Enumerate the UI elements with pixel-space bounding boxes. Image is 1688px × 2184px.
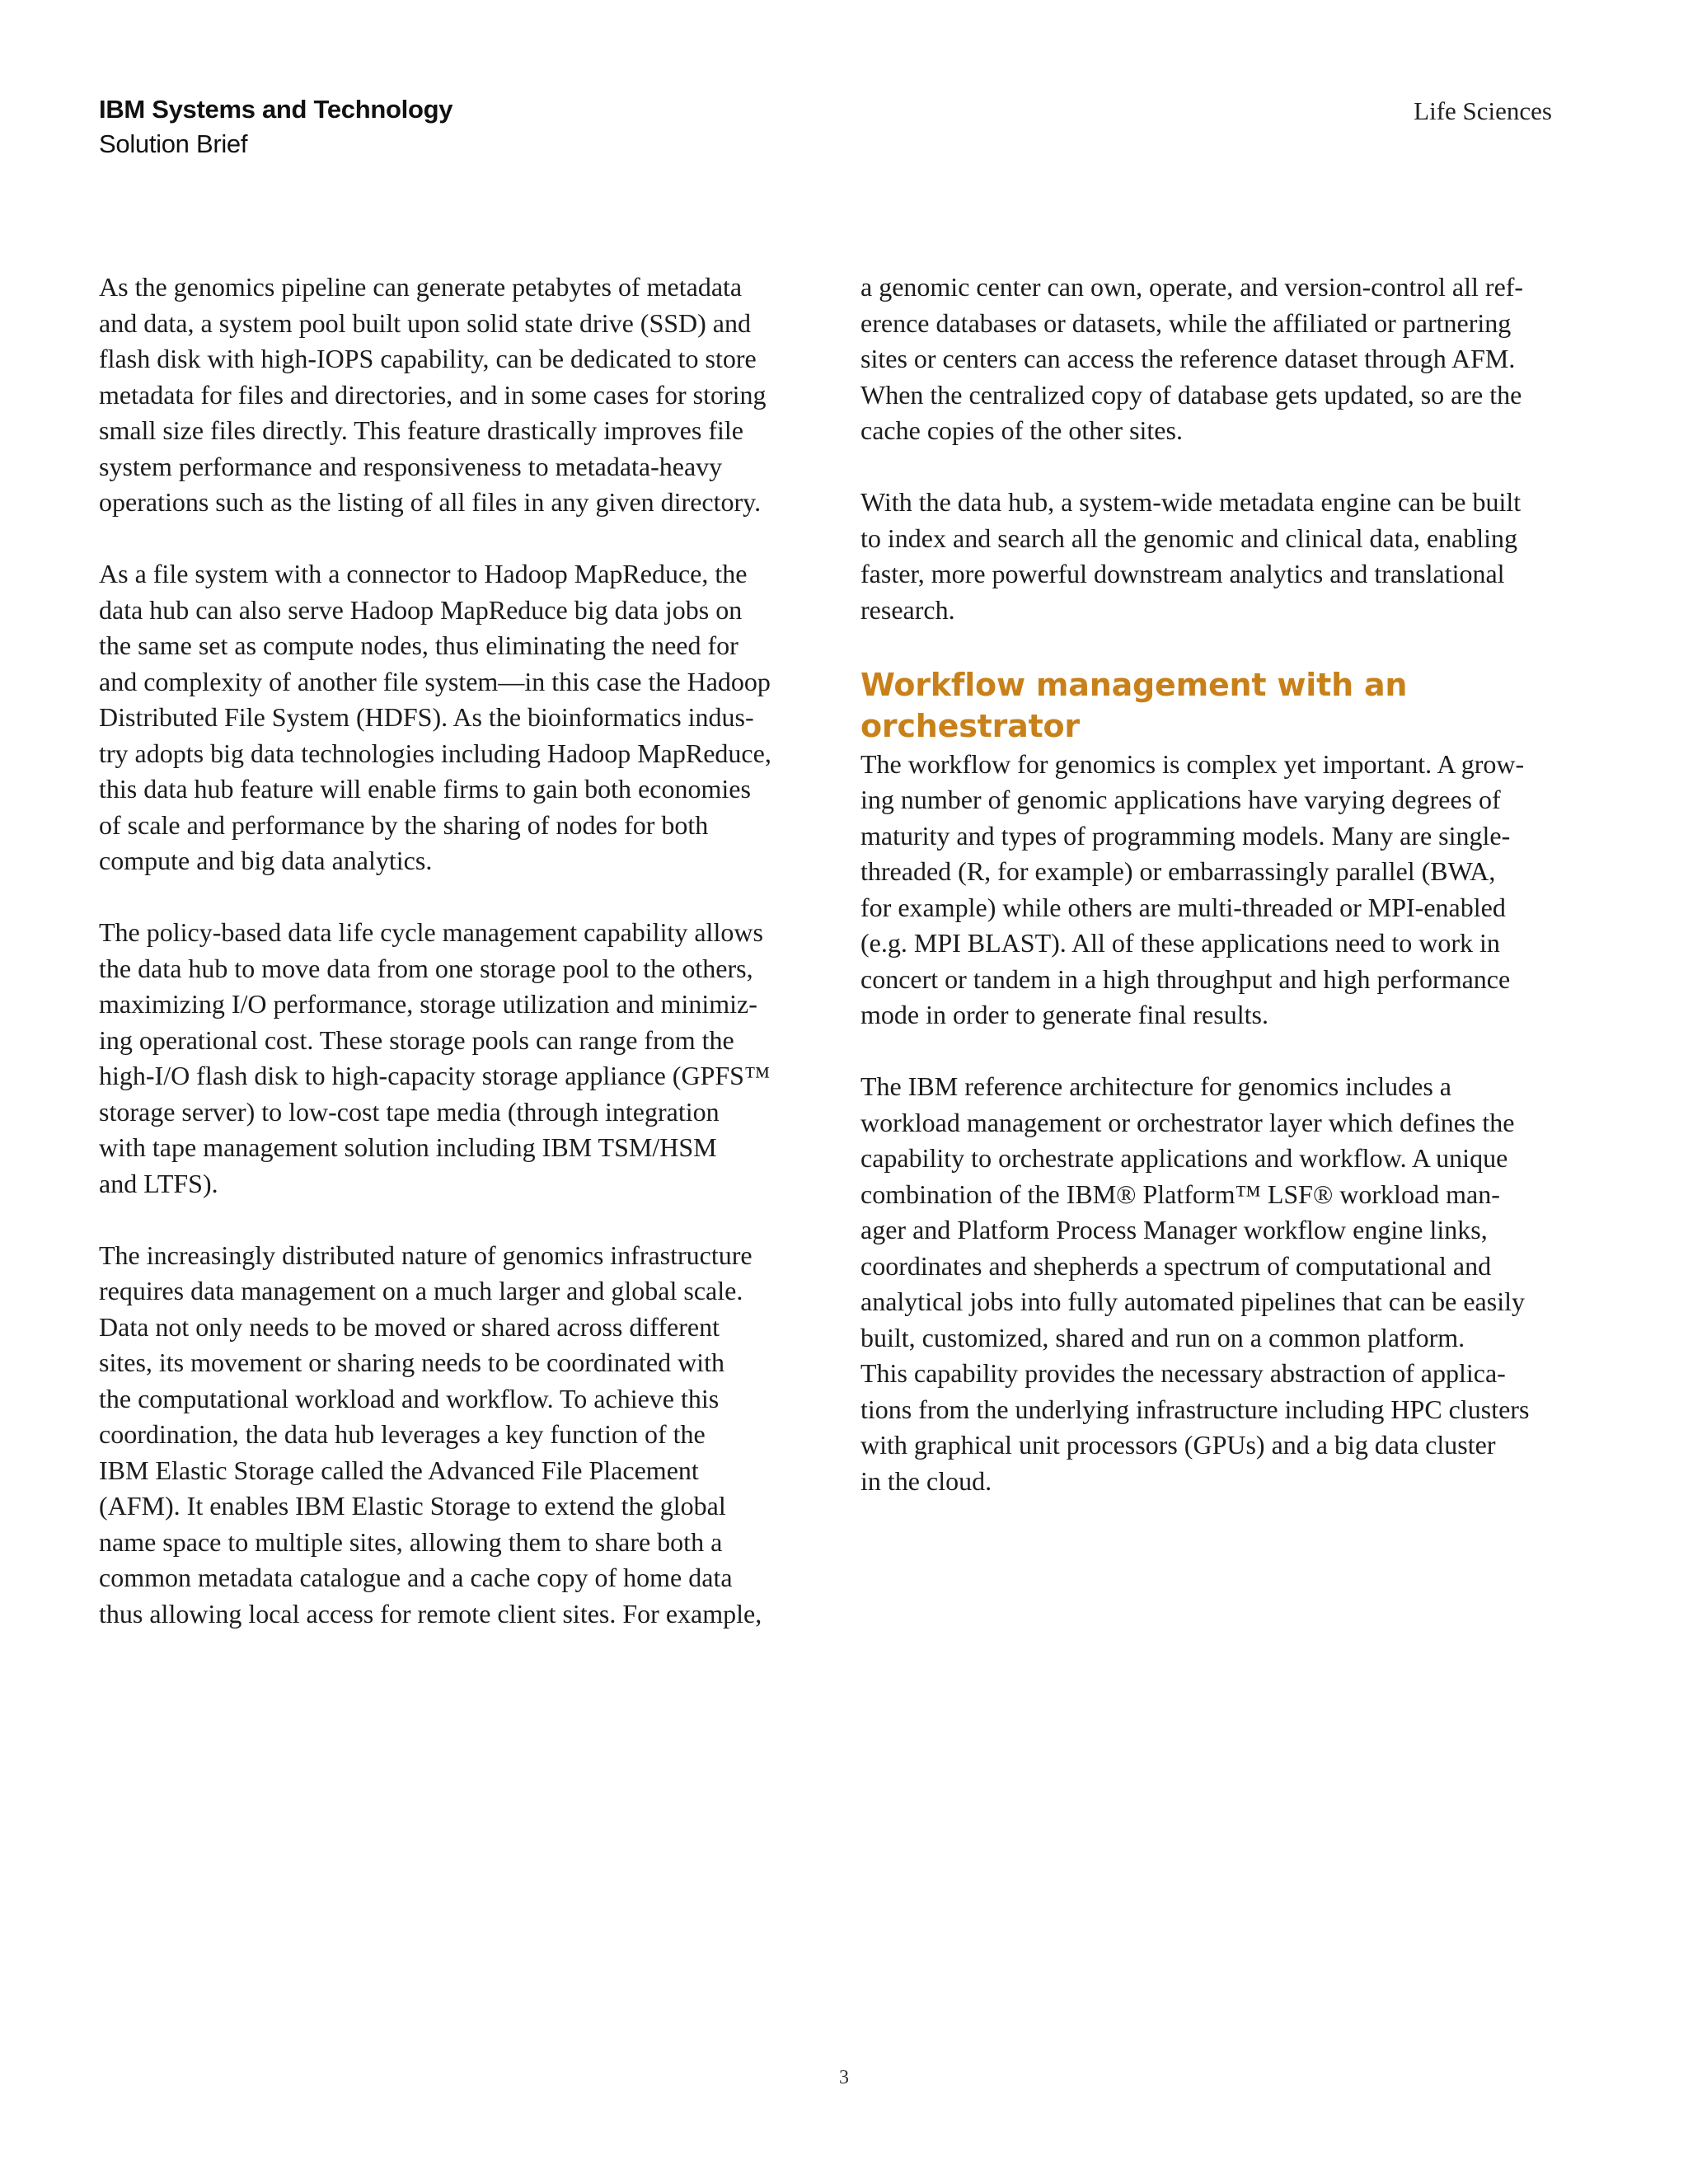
text-line: workload management or orchestrator layer which defines the <box>860 1107 1515 1137</box>
text-line: requires data management on a much larger and global scale. <box>99 1276 743 1305</box>
text-line: a genomic center can own, operate, and version-control all ref- <box>860 272 1524 302</box>
header-brand: IBM Systems and Technology <box>99 95 453 124</box>
paragraph <box>860 269 1561 449</box>
text-line: capability to orchestrate applications and workflow. A unique <box>860 1143 1508 1173</box>
text-line: Data not only needs to be moved or shared across different <box>99 1311 720 1342</box>
paragraph <box>99 915 799 1202</box>
text-line: system performance and responsiveness to metadata-heavy <box>99 451 723 481</box>
text-line: small size files directly. This feature drastically improves file <box>99 415 743 445</box>
text-line: and complexity of another file system—in this case the Hadoop <box>99 666 771 696</box>
text-line: coordination, the data hub leverages a key function of the <box>99 1419 706 1449</box>
header-brand-block <box>99 92 452 162</box>
text-line: built, customized, shared and run on a common platform. <box>860 1322 1465 1352</box>
text-line: the data hub to move data from one storage pool to the others, <box>99 953 753 983</box>
text-line: maximizing I/O performance, storage utilization and minimiz- <box>99 989 757 1019</box>
text-line: coordinates and shepherds a spectrum of computational and <box>860 1250 1492 1281</box>
text-line: in the cloud. <box>860 1465 992 1496</box>
heading-line: orchestrator <box>860 707 1080 744</box>
text-line: analytical jobs into fully automated pipelines that can be easily <box>860 1286 1525 1316</box>
text-line: metadata for files and directories, and in some cases for storing <box>99 379 767 410</box>
text-line: research. <box>860 594 955 625</box>
text-line: (AFM). It enables IBM Elastic Storage to extend the global <box>99 1491 726 1521</box>
text-line: sites, its movement or sharing needs to be coordinated with <box>99 1347 724 1377</box>
text-line: (e.g. MPI BLAST). All of these applications need to work in <box>860 928 1500 958</box>
text-line: As the genomics pipeline can generate petabytes of metadata <box>99 272 743 302</box>
paragraph <box>860 1069 1561 1499</box>
text-line: of scale and performance by the sharing of nodes for both <box>99 809 709 840</box>
text-line: high-I/O flash disk to high-capacity storage appliance (GPFS™ <box>99 1061 771 1090</box>
text-line: mode in order to generate final results. <box>860 1000 1268 1029</box>
text-line: try adopts big data technologies including Hadoop MapReduce, <box>99 738 771 768</box>
text-line: Distributed File System (HDFS). As the bioinformatics indus- <box>99 702 754 732</box>
text-line: tions from the underlying infrastructure including HPC clusters <box>860 1394 1530 1424</box>
text-line: this data hub feature will enable firms to gain both economies <box>99 774 751 804</box>
text-line: operations such as the listing of all files in any given directory. <box>99 487 762 517</box>
text-line: for example) while others are multi-threaded or MPI-enabled <box>860 892 1506 922</box>
paragraph <box>99 1238 799 1633</box>
text-line: As a file system with a connector to Hadoop MapReduce, the <box>99 559 748 588</box>
section-heading <box>860 664 1561 747</box>
text-line: ing operational cost. These storage pools can range from the <box>99 1024 734 1055</box>
paragraph <box>860 747 1561 1033</box>
left-column <box>99 269 799 1668</box>
right-column <box>860 269 1561 1535</box>
text-line: The increasingly distributed nature of genomics infrastructure <box>99 1240 753 1270</box>
text-line: faster, more powerful downstream analytics and translational <box>860 559 1505 588</box>
paragraph <box>99 556 799 879</box>
text-line: The policy-based data life cycle management capability allows <box>99 917 763 947</box>
text-line: maturity and types of programming models. Many are single- <box>860 820 1511 851</box>
text-line: concert or tandem in a high throughput and high performance <box>860 963 1511 994</box>
text-line: with graphical unit processors (GPUs) and a big data cluster <box>860 1430 1496 1460</box>
text-line: The workflow for genomics is complex yet important. A grow- <box>860 748 1525 779</box>
text-line: threaded (R, for example) or embarrassingly parallel (BWA, <box>860 856 1496 886</box>
text-line: common metadata catalogue and a cache copy of home data <box>99 1563 733 1592</box>
text-line: flash disk with high-IOPS capability, can be dedicated to store <box>99 344 757 373</box>
text-line: With the data hub, a system-wide metadata engine can be built <box>860 487 1522 517</box>
text-line: the same set as compute nodes, thus eliminating the need for <box>99 630 738 660</box>
text-line: thus allowing local access for remote client sites. For example, <box>99 1598 762 1629</box>
text-line: ager and Platform Process Manager workflow engine links, <box>860 1215 1488 1244</box>
paragraph <box>99 269 799 521</box>
text-line: combination of the IBM® Platform™ LSF® workload man- <box>860 1179 1500 1209</box>
text-line: compute and big data analytics. <box>99 846 433 875</box>
text-line: and LTFS). <box>99 1168 218 1198</box>
text-line: cache copies of the other sites. <box>860 415 1183 445</box>
text-line: data hub can also serve Hadoop MapReduce big data jobs on <box>99 594 743 625</box>
text-line: the computational workload and workflow. To achieve this <box>99 1383 720 1413</box>
text-line: to index and search all the genomic and clinical data, enabling <box>860 523 1518 553</box>
text-line: with tape management solution including IBM TSM/HSM <box>99 1132 717 1162</box>
text-line: This capability provides the necessary abstraction of applica- <box>860 1358 1506 1388</box>
text-line: ing number of genomic applications have varying degrees of <box>860 785 1501 814</box>
header-section-label: Life Sciences <box>1414 96 1552 125</box>
text-line: and data, a system pool built upon solid state drive (SSD) and <box>99 307 751 338</box>
paragraph <box>860 485 1561 628</box>
header-doc-type: Solution Brief <box>99 129 248 158</box>
text-line: IBM Elastic Storage called the Advanced File Placement <box>99 1455 699 1485</box>
text-line: erence databases or datasets, while the affiliated or partnering <box>860 307 1512 338</box>
text-line: sites or centers can access the reference dataset through AFM. <box>860 344 1516 373</box>
text-line: The IBM reference architecture for genomics includes a <box>860 1071 1451 1101</box>
text-line: When the centralized copy of database gets updated, so are the <box>860 379 1522 410</box>
page-number: 3 <box>839 2067 849 2088</box>
heading-line: Workflow management with an <box>860 666 1408 703</box>
text-line: name space to multiple sites, allowing them to share both a <box>99 1526 723 1557</box>
text-line: storage server) to low-cost tape media (through integration <box>99 1096 720 1127</box>
